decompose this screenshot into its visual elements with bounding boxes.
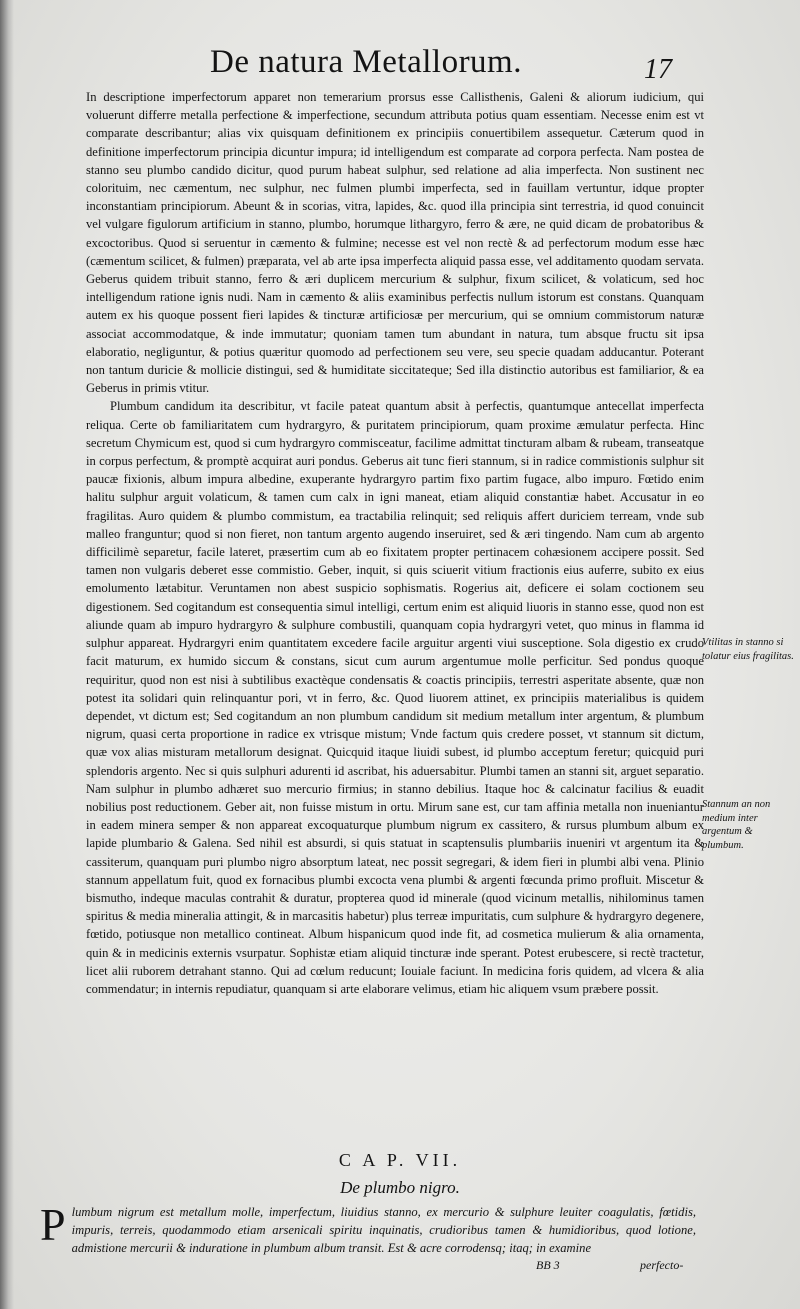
- chapter-body: lumbum nigrum est metallum molle, imperfectum, liuidius stanno, ex mercurio & sulphure leuiter coagulatis, fœtidis, impuris, terreis, quodammodo etiam arsenicali spiritu inquinatis, crudioribus tamen & humidioribus, quod lotione, admistione mercurii & induratione in plumbum album transit. Est & acre corrodensq; itaq; in examine: [71, 1205, 696, 1255]
- marginal-note: Vtilitas in stanno si tolatur eius fragilitas.: [702, 637, 794, 662]
- drop-cap: P: [40, 1199, 66, 1250]
- chapter-title: De plumbo nigro.: [340, 1178, 460, 1197]
- running-title: De natura Metallorum.: [210, 44, 522, 80]
- main-text: [86, 88, 704, 998]
- marginal-note: Stannum an non medium inter argentum & plumbum.: [702, 799, 771, 851]
- catchword: perfecto-: [640, 1258, 684, 1272]
- paragraph: Plumbum candidum ita describitur, vt facile pateat quantum absit à perfectis, quantumque antecellat imperfecta reliqua. Certe ob familiaritatem cum hydrargyro, & puritatem principiorum, quam proxime æmulatur perfecta. Hinc secretum Chymicum est, quod si cum hydrargyro commisceatur, facilime admittat tincturam albam & rubeam, transeatque in corpus perfectum, & promptè acquirat auri pondus. Geberus ait tunc fieri stannum, si in radice commistionis sulphur sit paucæ fixionis, album impura albedine, exuperante hydrargyro partim fixo partim fugace, albo impuro. Fœtido enim halitu sulphur arguit volaticum, & tamen cum calx in igni maneat, etiam aliquid constantiæ habet. Accusatur in eo fragilitas. Auro quidem & plumbo commistum, ea tractabilia relinquit; sed reliquis affert duriciem terream, vnde sub malleo franguntur; quod si non fieret, non tantum argento augendo inseruiret, sed & æri tingendo. Nam cum ab argento difficilimè separetur, facile lateret, præsertim cum ab eo fixitatem propter pertinacem cohæsionem accipere possit. Sed tamen non vulgaris deberet esse commistio. Geber, inquit, si quis sciuerit vitium fractionis eius auferre, subito ex eius emolumento lætabitur. Veruntamen non abest suspicio sophismatis. Rogerius ait, deficere ei solam coctionem seu digestionem. Sed cogitandum est consequentia simul intelligi, certum enim est aliquid liuoris in stanno esse, quod non est aliunde quam ab impuro hydrargyro & sulphure combustili, quanquam copia hydrargyri vetet, quo minus in flamma id sulphur appareat. Hydrargyri enim quantitatem excedere facile arguitur argenti viui susceptione. Sola digestio ex crudo facit maturum, ex humido siccum & constans, sicut cum aurum argentumue molle perficitur. Sed pondus quoque requiritur, quod non est nisi à subtilibus exactèque condensatis & coactis principiis, terrestri asperitate absente, quæ non potest ita solidari quin relinquantur pori, vt in ferro, &c. Quod liuorem attinet, ex principiis materialibus is quidem dependet, vt dictum est; Sed cogitandum an non plumbum candidum sit medium metallum inter argentum, & plumbum nigrum, quasi certa proportione in radice ex vtrisque mistum; Vnde factum quis credere posset, vt stannum sit dictum, quæ vox alias misturam metallorum designat. Quicquid itaque liuidi subest, id plumbo acceptum feretur; quicquid puri splendoris argento. Nec si quis sulphuri adurenti id ascribat, his aduersabitur. Plumbi tamen an stanni sit, arguet separatio. Nam sulphur in plumbo adhæret suo mercurio firmius; in stanno debilius. Itaque hoc & calcinatur facilius & euadit nobilius post reductionem. Geber ait, non fuisse mistum in ortu. Mirum sane est, cur tam affinia metalla non inueniantur in eadem minera semper & non appareat excoquaturque plumbum nigrum ex cassitero, & rursus plumbum album ex lapide plumbario & Galena. Sed nihil est absurdi, si quis statuat in scaptensulis plumbariis inueniri vt argentum ita & cassiterum, quanquam puri plumbo nigro absorptum lateat, nec possit segregari, & idem fieri in plumbi albi vena. Plinio stannum appellatum fuit, quod ex fornacibus plumbi excocta vena plumbi & argenti fœcunda primo profluit. Miscetur & bismutho, indeque maculas contrahit & duratur, propterea quod id minerale (quod vicinum metallis, nihilominus tamen spiritus & media mineralia attingit, & in marcasitis habetur) plus terreæ impuritatis, cum sulphure & hydrargyro degenere, fœtido, potiusque non metallico contineat. Album hispanicum quod inde fit, ad cosmetica mulierum & alia ornamenta, quin & in medicinis externis vsurpatur. Sophistæ etiam aliquid tincturæ inde sperant. Potest erubescere, si rectè tractetur, licet alii ruborem detrahant stanno. Qui ad cœlum reducunt; Iouiale faciunt. In medicina foris quidem, ad vlcera & alia commendatur; in internis repudiatur, quanquam si arte elaborare velimus, etiam hic aliquem vsum præbere possit.: [86, 399, 704, 996]
- signature-mark: BB 3: [536, 1258, 560, 1272]
- binding-gutter: [0, 0, 14, 1309]
- paragraph: In descriptione imperfectorum apparet non temerarium prorsus esse Callisthenis, Galeni & aliorum iudicium, qui voluerunt differre metalla perfectione & imperfectione, secundum attributa potius quam essentiam. Necesse enim est vt comparate describantur; alias vix quisquam definitionem ex principiis conuertibilem assequetur. Cæterum quod in definitione imperfectorum principia dicuntur impura; id intelligendum est comparate ad corpora perfecta. Nam postea de stanno seu plumbo candido dicitur, quod purum habeat sulphur, sed relatione ad alia imperfecta. Non sustinent nec colorituim, nec cæmentum, nec sulphur, nec fulmen plumbi imperfecta, sed in fauillam vertuntur, idque propter inconstantiam principiorum. Abeunt & in scorias, vitra, lapides, &c. quod illa principia sint terrestria, id quod conuincit vel vulgare figulorum artificium in stanno, plumbo, horumque lithargyro, ferro & ære, ne quid dicam de probatoribus & excoctoribus. Quod si seruentur in cæmento & fulmine; necesse est vel non rectè & ad perfectorum modum esse hæc (cæmentum scilicet, & fulmen) præparata, vel ab arte ipsa imperfecta aliquid passa esse, vel additamento quodam servata. Geberus quidem tribuit stanno, ferro & æri duplicem mercurium & sulphur, fixum scilicet, & volaticum, sed hoc intelligendum ratione ignis nudi. Nam in cæmento & aliis examinibus perfectis nullum istorum est constans. Quanquam autem ex his quoque possent fieri lapides & tincturæ artificiosæ per mercurium, qui se omnium commistorum naturæ associat accommodatque, & inde immutatur; quoniam tamen tum abundant in natura, tum absque fructu sit ipsa elaboratio, negliguntur, & potius quæritur quomodo ad perfectionem seu vere, seu specie quadam adducantur. Poterant non tantum duricie & mollicie distingui, sed & humiditate siccitateque; Sed illa distinctio autoribus est familiarior, & ea Geberus in primis vtitur.: [86, 90, 704, 396]
- chapter-heading: C A P. VII.: [338, 1150, 462, 1170]
- page-number: 17: [644, 54, 672, 85]
- chapter-text: [40, 1199, 696, 1257]
